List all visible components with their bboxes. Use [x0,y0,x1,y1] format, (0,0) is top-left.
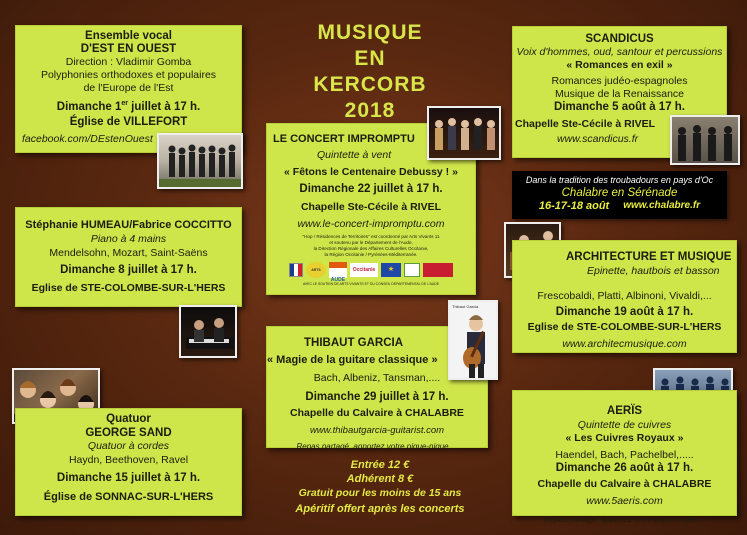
quatuor-place: Église de SONNAC-SUR-L'HERS [43,490,214,503]
piano-names: Stéphanie HUMEAU/Fabrice COCCITTO [25,219,232,231]
impromptu-photo [427,106,501,160]
piano-place: Eglise de STE-COLOMBE-SUR-L'HERS [31,282,226,294]
chalabre-banner [512,171,727,219]
aeris-name: AERÏS [606,405,643,417]
chalabre-link[interactable]: www.chalabre.fr [623,200,701,211]
aeris-link[interactable]: www.5aeris.com [586,495,663,507]
ensemble-place: Église de VILLEFORT [69,115,188,128]
ensemble-date-pre: Dimanche 1 [56,100,122,113]
architecture-sub: Epinette, hautbois et basson [587,264,720,277]
scandicus-sub: Voix d'hommes, oud, santour et percussions [516,46,723,58]
ensemble-name: D'EST EN OUEST [80,43,177,55]
ensemble-desc-1: Polyphonies orthodoxes et populaires [40,69,217,81]
pricing-info [270,458,490,517]
impromptu-small-2: et soutenu par le Département de l'Aude, [329,240,413,245]
architecture-date: Dimanche 19 août à 17 h. [555,305,694,318]
aeris-place: Chapelle du Calvaire à CHALABRE [537,477,712,490]
chalabre-intro: Dans la tradition des troubadours en pays d'Oc [525,175,714,185]
garcia-place: Chapelle du Calvaire à CHALABRE [290,407,464,419]
quatuor-name: GEORGE SAND [85,426,172,439]
title-line-4: 2018 [344,99,396,122]
pricing-entry: Entrée 12 € [350,459,410,471]
aude-logo: AUDE [329,262,347,278]
title-line-2: EN [354,47,386,70]
vocal-group-icon [672,117,740,165]
garcia-date: Dimanche 29 juillet à 17 h. [305,390,449,403]
piano-sub: Piano à 4 mains [90,233,167,245]
scandicus-name: SCANDICUS [585,33,654,45]
impromptu-sub: Quintette à vent [317,149,392,161]
architecture-link[interactable]: www.architecmusique.com [562,337,687,350]
leader-logo [404,263,420,277]
garcia-theme: « Magie de la guitare classique » [267,353,438,366]
wind-quintet-icon [429,108,501,160]
concert-card-architecture [512,240,737,353]
ensemble-title: Ensemble vocal [85,30,172,42]
aeris-date: Dimanche 26 août à 17 h. [555,462,694,474]
pricing-aperitif: Apéritif offert après les concerts [295,503,465,515]
ensemble-date-sup: er [121,100,128,107]
republique-logo [289,263,303,277]
garcia-photo-caption: Thibaut Garcia [452,304,479,309]
ensemble-link[interactable]: facebook.com/DEstenOuest [22,132,153,145]
concert-card-quatuor [15,408,242,516]
title-line-1: MUSIQUE [317,21,423,44]
architecture-composers: Frescobaldi, Platti, Albinoni, Vivaldi,... [537,290,712,302]
pricing-member: Adhérent 8 € [346,473,414,485]
chalabre-name: Chalabre en Sérénade [561,187,678,199]
impromptu-theme: « Fêtons le Centenaire Debussy ! » [284,166,458,178]
aeris-note: Repas partagé, apportez votre pique-nique.... [544,514,705,524]
scandicus-date: Dimanche 5 août à 17 h. [553,101,685,113]
quatuor-date: Dimanche 15 juillet à 17 h. [56,472,201,484]
garcia-name: THIBAUT GARCIA [304,337,404,349]
occitanie-logo: Occitanie [350,263,378,277]
ensemble-date-post: juillet à 17 h. [127,100,201,113]
ensemble-desc-2: de l'Europe de l'Est [83,82,174,94]
concert-card-aeris [512,390,737,524]
guitarist-icon [450,302,498,380]
chalabre-row [512,200,727,212]
quatuor-sub: Quatuor à cordes [87,440,170,452]
ensemble-photo [157,133,243,189]
region-logo [423,263,453,277]
impromptu-footer-small: AVEC LE SOUTIEN DE ARTS VIVANTS ET DU CONSEIL DÉPARTEMENTAL DE L'AUDE [303,282,439,286]
scandicus-desc-2: Musique de la Renaissance [555,88,684,100]
garcia-photo [448,300,498,380]
piano-date: Dimanche 8 juillet à 17 h. [60,264,197,276]
scandicus-place: Chapelle Ste-Cécile à RIVEL [515,118,656,130]
piano-duo-icon [181,307,237,358]
aeris-theme: « Les Cuivres Royaux » [565,432,684,444]
eu-flag-logo: ★ [381,263,401,277]
impromptu-small-print [267,234,475,258]
scandicus-link[interactable]: www.scandicus.fr [557,133,639,145]
scandicus-theme: « Romances en exil » [566,59,673,71]
pricing-free: Gratuit pour les moins de 15 ans [298,487,462,499]
impromptu-link[interactable]: www.le-concert-impromptu.com [297,218,445,230]
impromptu-small-1: "Hop ! Résidences de Territoires" est coordonné par Arts Vivants 11 [302,234,440,239]
garcia-note: Repas partagé, apportez votre pique-nique.... [296,442,458,451]
impromptu-place: Chapelle Ste-Cécile à RIVEL [300,201,442,213]
impromptu-small-3: la Direction Régionale des Affaires Culturelles Occitanie, [313,246,429,251]
scandicus-photo [670,115,740,165]
garcia-link[interactable]: www.thibautgarcia-guitarist.com [309,424,445,436]
impromptu-date: Dimanche 22 juillet à 17 h. [299,183,443,195]
chalabre-dates: 16-17-18 août [538,200,610,212]
impromptu-title: LE CONCERT IMPROMPTU [273,133,415,145]
quatuor-title: Quatuor [106,413,151,425]
main-title [300,20,440,124]
impromptu-small-4: la Région Occitanie / Pyrénées-Méditerranée. [324,252,418,257]
piano-composers: Mendelsohn, Mozart, Saint-Saëns [49,247,208,259]
ensemble-date [16,97,241,114]
quatuor-composers: Haydn, Beethoven, Ravel [68,453,189,466]
ensemble-direction: Direction : Vladimir Gomba [65,56,192,68]
arts-vivants-logo: ARTS [306,262,326,278]
aeris-sub: Quintette de cuivres [577,418,672,431]
piano-photo [179,305,237,358]
garcia-composers: Bach, Albeniz, Tansman,.... [313,372,441,384]
aeris-composers: Haendel, Bach, Pachelbel,..... [555,448,694,461]
scandicus-desc-1: Romances judéo-espagnoles [551,75,688,87]
sponsor-logos [267,262,475,283]
choir-figures-icon [159,135,243,189]
concert-card-piano [15,207,242,307]
architecture-name: ARCHITECTURE ET MUSIQUE [566,251,732,263]
title-line-3: KERCORB [313,73,427,96]
architecture-place: Eglise de STE-COLOMBE-SUR-L'HERS [527,321,722,333]
